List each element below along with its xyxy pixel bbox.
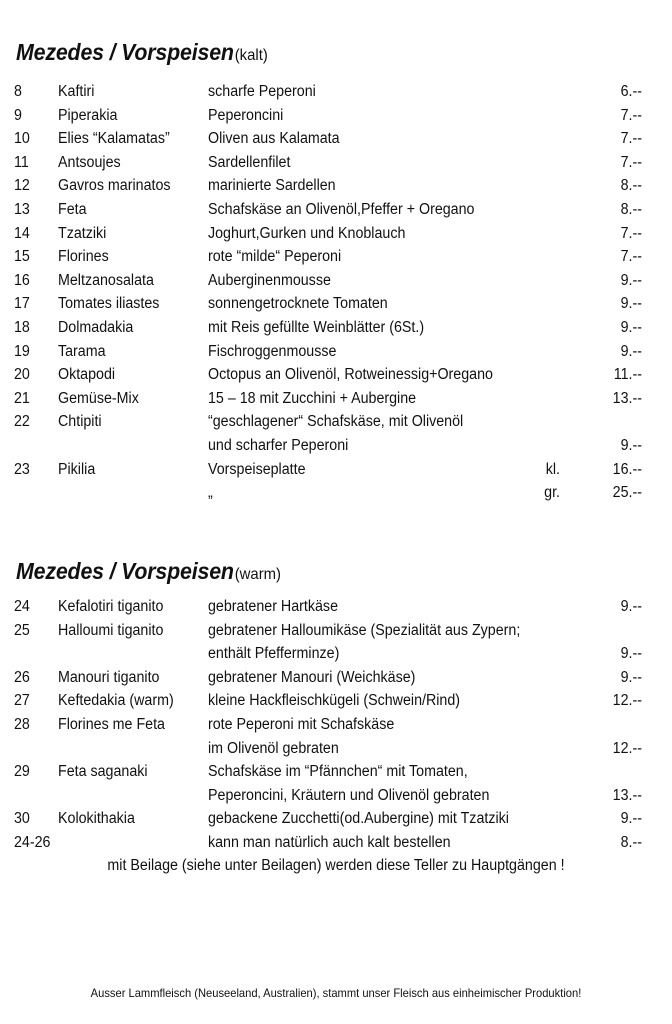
menu-row-number: 23 bbox=[14, 460, 30, 478]
menu-row-description: 15 – 18 mit Zucchini + Aubergine bbox=[208, 389, 417, 407]
menu-row-description: Fischroggenmousse bbox=[208, 342, 337, 360]
menu-row-name: Dolmadakia bbox=[58, 318, 134, 336]
menu-row-description: Sardellenfilet bbox=[208, 153, 291, 171]
menu-row-name: Chtipiti bbox=[58, 413, 102, 431]
menu-row-description: Schafskäse an Olivenöl,Pfeffer + Oregano bbox=[208, 200, 475, 218]
menu-row-name: Kolokithakia bbox=[58, 810, 135, 828]
section-heading-cold-qualifier: (kalt) bbox=[234, 47, 268, 65]
menu-row-number: 11 bbox=[14, 153, 29, 171]
menu-row bbox=[0, 619, 672, 643]
menu-row bbox=[0, 434, 672, 458]
menu-row bbox=[0, 595, 672, 619]
menu-row bbox=[0, 387, 672, 411]
section-heading-warm-qualifier: (warm) bbox=[234, 566, 282, 584]
menu-row-description: Peperoncini, Kräutern und Olivenöl gebraten bbox=[208, 786, 490, 804]
menu-row-name: Pikilia bbox=[58, 460, 96, 478]
menu-row bbox=[0, 174, 672, 198]
menu-row-number: 10 bbox=[14, 130, 30, 148]
menu-row-number: 17 bbox=[14, 295, 30, 313]
menu-row-name: Elies “Kalamatas” bbox=[58, 130, 170, 148]
menu-row-number: 19 bbox=[14, 342, 30, 360]
menu-row-price: 9.-- bbox=[620, 645, 642, 663]
menu-row-description: kleine Hackfleischkügeli (Schwein/Rind) bbox=[208, 692, 461, 710]
menu-row-description: Octopus an Olivenöl, Rotweinessig+Oregano bbox=[208, 366, 493, 384]
menu-row bbox=[0, 80, 672, 104]
menu-row-price: 25.-- bbox=[612, 484, 642, 502]
menu-row bbox=[0, 269, 672, 293]
menu-row-number: 29 bbox=[14, 763, 30, 781]
menu-row-description: enthält Pfefferminze) bbox=[208, 645, 340, 663]
menu-row bbox=[0, 642, 672, 666]
menu-row-number: 9 bbox=[14, 106, 22, 124]
menu-row bbox=[0, 316, 672, 340]
menu-row-price: 9.-- bbox=[620, 668, 642, 686]
menu-row-name: Manouri tiganito bbox=[58, 668, 160, 686]
menu-row-price: 12.-- bbox=[612, 692, 642, 710]
section-heading-warm-title: Mezedes / Vorspeisen bbox=[16, 558, 234, 585]
menu-row-number: 24-26 bbox=[14, 833, 51, 851]
menu-row bbox=[0, 481, 672, 505]
menu-row-number: 22 bbox=[14, 413, 30, 431]
menu-row-description: kann man natürlich auch kalt bestellen bbox=[208, 833, 451, 851]
menu-row-number: 15 bbox=[14, 248, 30, 266]
menu-row bbox=[0, 737, 672, 761]
menu-row-name: Keftedakia (warm) bbox=[58, 692, 174, 710]
note-beilage: mit Beilage (siehe unter Beilagen) werden diese Teller zu Hauptgängen ! bbox=[107, 857, 565, 874]
menu-row-price: 11.-- bbox=[613, 366, 642, 384]
menu-row-description: mit Reis gefüllte Weinblätter (6St.) bbox=[208, 318, 425, 336]
menu-row-description: gebratener Halloumikäse (Spezialität aus Zypern; bbox=[208, 621, 521, 639]
menu-row-number: 28 bbox=[14, 715, 30, 733]
menu-row-name: Tarama bbox=[58, 342, 106, 360]
menu-row-name: Gemüse-Mix bbox=[58, 389, 139, 407]
menu-row-name: Meltzanosalata bbox=[58, 271, 154, 289]
menu-row bbox=[0, 784, 672, 808]
menu-row-number: 13 bbox=[14, 200, 30, 218]
menu-row-description: gebratener Hartkäse bbox=[208, 598, 339, 615]
menu-row-description: gebackene Zucchetti(od.Aubergine) mit Tzatziki bbox=[208, 810, 509, 828]
menu-row-number: 8 bbox=[14, 83, 22, 100]
menu-row-name: Halloumi tiganito bbox=[58, 621, 164, 639]
menu-row-number: 25 bbox=[14, 621, 30, 639]
menu-row-number: 12 bbox=[14, 177, 30, 195]
menu-row bbox=[0, 831, 672, 855]
menu-row-price: 9.-- bbox=[620, 318, 642, 336]
menu-row bbox=[0, 807, 672, 831]
menu-row-number: 30 bbox=[14, 810, 30, 828]
menu-row-name: Florines bbox=[58, 248, 109, 266]
menu-row-description: Vorspeiseplatte bbox=[208, 460, 306, 478]
menu-row-description: „ bbox=[208, 484, 213, 502]
note-footer-origin: Ausser Lammfleisch (Neuseeland, Australien), stammt unser Fleisch aus einheimischer Produktion! bbox=[90, 986, 582, 1000]
menu-row-name: Feta saganaki bbox=[58, 763, 148, 781]
menu-list-cold bbox=[0, 80, 672, 505]
menu-row-number: 21 bbox=[14, 389, 30, 407]
menu-row-name: Gavros marinatos bbox=[58, 177, 171, 195]
menu-row-price: 16.-- bbox=[612, 460, 642, 478]
menu-row-description: gebratener Manouri (Weichkäse) bbox=[208, 668, 416, 686]
menu-row-name: Piperakia bbox=[58, 106, 118, 124]
section-heading-cold-title: Mezedes / Vorspeisen bbox=[16, 39, 234, 66]
menu-row-price: 9.-- bbox=[620, 810, 642, 828]
menu-row bbox=[0, 458, 672, 482]
menu-row-price: 9.-- bbox=[620, 598, 642, 615]
menu-row bbox=[0, 340, 672, 364]
menu-row-name: Tomates iliastes bbox=[58, 295, 160, 313]
menu-row-price: 8.-- bbox=[620, 177, 642, 195]
menu-list-warm bbox=[0, 595, 672, 855]
menu-row-description: Joghurt,Gurken und Knoblauch bbox=[208, 224, 406, 242]
menu-row bbox=[0, 222, 672, 246]
menu-row bbox=[0, 689, 672, 713]
menu-row bbox=[0, 666, 672, 690]
menu-row-price: 8.-- bbox=[620, 200, 642, 218]
menu-row bbox=[0, 410, 672, 434]
menu-row-description: Peperoncini bbox=[208, 106, 284, 124]
menu-row bbox=[0, 151, 672, 175]
menu-row-price: 8.-- bbox=[620, 833, 642, 851]
menu-row bbox=[0, 245, 672, 269]
menu-row-price: 7.-- bbox=[620, 106, 642, 124]
menu-row-description: Schafskäse im “Pfännchen“ mit Tomaten, bbox=[208, 763, 468, 781]
section-heading-warm bbox=[16, 558, 281, 585]
menu-row bbox=[0, 292, 672, 316]
menu-row-description: und scharfer Peperoni bbox=[208, 436, 349, 454]
menu-row-number: 16 bbox=[14, 271, 30, 289]
menu-row-price: 7.-- bbox=[620, 153, 642, 171]
menu-row-size: gr. bbox=[544, 484, 560, 502]
menu-row-description: Auberginenmousse bbox=[208, 271, 331, 289]
menu-row-number: 24 bbox=[14, 598, 30, 615]
menu-row-number: 27 bbox=[14, 692, 30, 710]
menu-row-name: Antsoujes bbox=[58, 153, 121, 171]
menu-row bbox=[0, 713, 672, 737]
menu-row-price: 13.-- bbox=[612, 389, 642, 407]
menu-row-price: 7.-- bbox=[620, 224, 642, 242]
menu-row-name: Tzatziki bbox=[58, 224, 107, 242]
menu-row-name: Oktapodi bbox=[58, 366, 116, 384]
section-heading-cold bbox=[16, 39, 268, 66]
menu-row-price: 9.-- bbox=[620, 342, 642, 360]
menu-row-name: Kaftiri bbox=[58, 83, 95, 100]
menu-row-number: 26 bbox=[14, 668, 30, 686]
menu-row-price: 9.-- bbox=[620, 271, 642, 289]
menu-row-description: marinierte Sardellen bbox=[208, 177, 336, 195]
menu-row-description: rote Peperoni mit Schafskäse bbox=[208, 715, 395, 733]
menu-row bbox=[0, 363, 672, 387]
menu-row-price: 6.-- bbox=[620, 83, 642, 100]
menu-row-name: Kefalotiri tiganito bbox=[58, 598, 164, 615]
menu-row-description: scharfe Peperoni bbox=[208, 83, 316, 100]
menu-row-description: rote “milde“ Peperoni bbox=[208, 248, 342, 266]
menu-row bbox=[0, 127, 672, 151]
menu-row-size: kl. bbox=[545, 460, 560, 478]
menu-row-price: 9.-- bbox=[620, 436, 642, 454]
menu-row-price: 13.-- bbox=[612, 786, 642, 804]
menu-row-number: 20 bbox=[14, 366, 30, 384]
menu-row-name: Feta bbox=[58, 200, 87, 218]
menu-row-price: 7.-- bbox=[620, 130, 642, 148]
menu-row-description: sonnengetrocknete Tomaten bbox=[208, 295, 388, 313]
menu-row-price: 9.-- bbox=[620, 295, 642, 313]
menu-row-number: 14 bbox=[14, 224, 30, 242]
menu-row bbox=[0, 198, 672, 222]
menu-row-description: Oliven aus Kalamata bbox=[208, 130, 340, 148]
menu-row-description: “geschlagener“ Schafskäse, mit Olivenöl bbox=[208, 413, 464, 431]
menu-row bbox=[0, 104, 672, 128]
menu-row-price: 12.-- bbox=[612, 739, 642, 757]
menu-row-description: im Olivenöl gebraten bbox=[208, 739, 339, 757]
menu-row-price: 7.-- bbox=[620, 248, 642, 266]
menu-row-name: Florines me Feta bbox=[58, 715, 165, 733]
menu-row-number: 18 bbox=[14, 318, 30, 336]
menu-row bbox=[0, 760, 672, 784]
